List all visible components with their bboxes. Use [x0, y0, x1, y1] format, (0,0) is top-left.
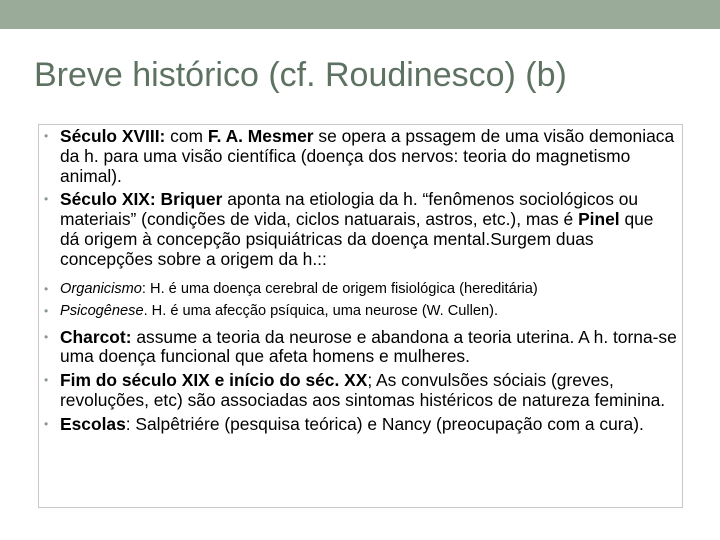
- bullet-icon: •: [44, 373, 49, 388]
- bullet-bold-text: Escolas: [60, 413, 126, 434]
- bullet-text: . H. é uma afecção psíquica, uma neurose (W. Cullen).: [143, 302, 499, 319]
- bullet-icon: •: [44, 129, 49, 143]
- bullet-italic-text: Organicismo: [60, 280, 142, 297]
- top-accent-bar: [0, 0, 720, 29]
- bullet-text: : Salpêtriére (pesquisa teórica) e Nancy (preocupação com a cura).: [125, 413, 644, 434]
- bullet-item-charcot: [38, 328, 683, 368]
- bullet-italic-text: Psicogênese: [60, 302, 144, 319]
- bullet-bold-text: F. A. Mesmer: [207, 126, 314, 146]
- bullet-bold-text: Século XVIII:: [60, 126, 166, 146]
- bullet-icon: •: [44, 192, 49, 207]
- bullet-list: [38, 127, 683, 435]
- bullet-item-seculo-xviii: [38, 127, 683, 186]
- bullet-text: que dá origem à concepção psiquiátricas da doença mental.Surgem duas concepções sobre a origem da h.::: [60, 209, 654, 269]
- bullet-item-escolas: [38, 415, 683, 435]
- bullet-text: aponta na etiologia da h. “fenômenos sociológicos ou materiais” (condições de vida, ciclos natuarais, astros, etc.), mas é: [60, 189, 639, 230]
- bullet-text: com: [165, 126, 208, 146]
- bullet-bold-text: Pinel: [578, 209, 620, 230]
- bullet-text: se opera a pssagem de uma visão demoniaca da h. para uma visão científica (doença dos nervos: teoria do magnetismo animal).: [60, 126, 675, 186]
- bullet-icon: •: [44, 416, 49, 431]
- bullet-item-fim-seculo-xix: [38, 371, 683, 411]
- bullet-bold-text: Fim do século XIX e início do séc. XX: [60, 370, 368, 391]
- bullet-icon: •: [44, 281, 49, 296]
- bullet-icon: •: [44, 329, 49, 344]
- bullet-text: : H. é uma doença cerebral de origem fisiológica (hereditária): [141, 280, 538, 297]
- bullet-item-organicismo: [38, 280, 683, 298]
- bullet-text: ; As convulsões sóciais (greves, revoluções, etc) são associadas aos sintomas histéricos de natureza feminina.: [60, 370, 666, 410]
- bullet-text: assume a teoria da neurose e abandona a teoria uterina. A h. torna-se uma doença funcional que afeta homens e mulheres.: [60, 326, 677, 367]
- bullet-item-seculo-xix: [38, 190, 683, 269]
- bullet-icon: •: [44, 303, 49, 318]
- bullet-item-psicogenese: [38, 302, 683, 320]
- bullet-bold-text: Charcot:: [60, 326, 132, 347]
- bullet-bold-text: Século XIX: Briquer: [60, 189, 223, 210]
- slide-title: Breve histórico (cf. Roudinesco) (b): [34, 56, 567, 94]
